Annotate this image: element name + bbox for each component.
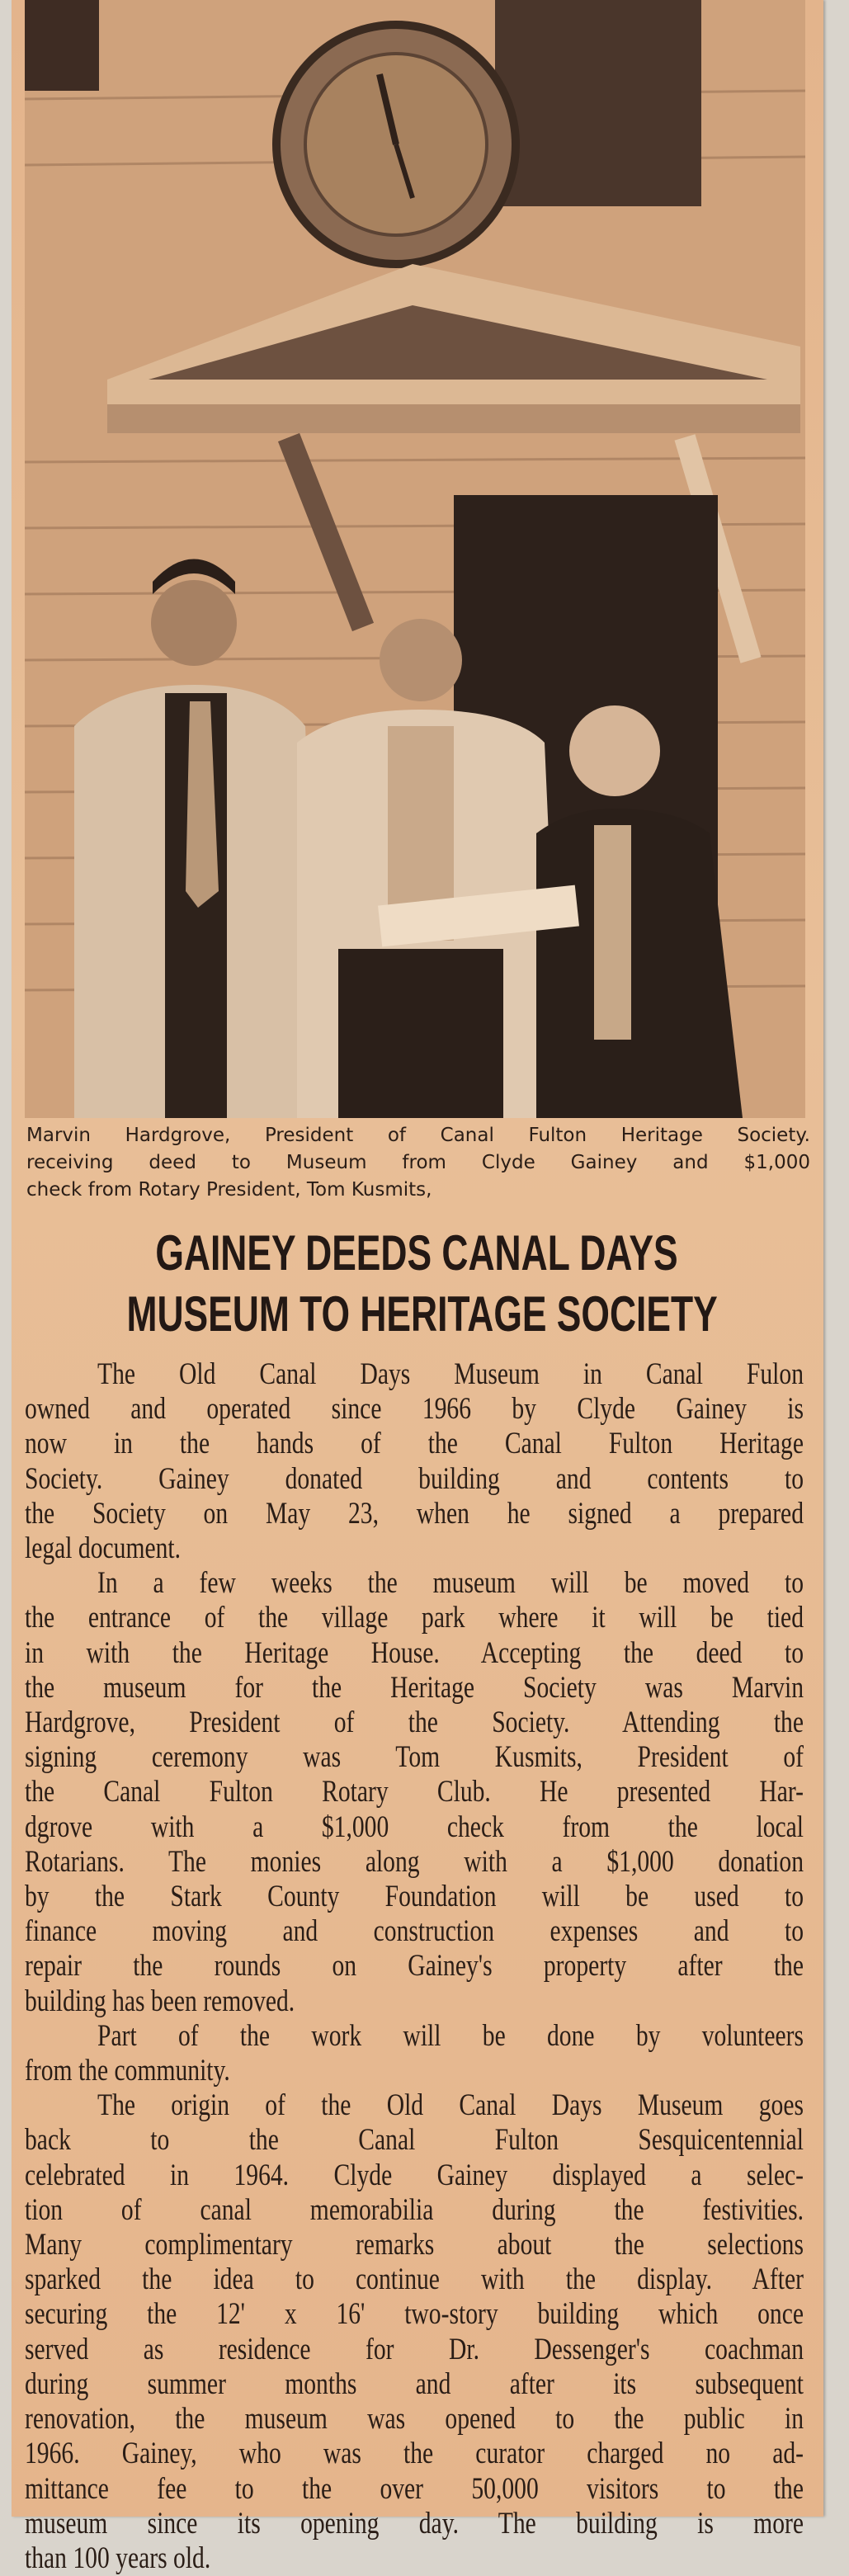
paragraph-4-line: Many complimentary remarks about the selections [25, 2228, 804, 2262]
photo-caption [26, 1122, 810, 1204]
paragraph-4-line: sparked the idea to continue with the display. After [25, 2262, 804, 2297]
paragraph-2-line: by the Stark County Foundation will be used to [25, 1880, 804, 1914]
paragraph-2-line: In a few weeks the museum will be moved to [97, 1566, 804, 1601]
paragraph-4-line: renovation, the museum was opened to the public in [25, 2402, 804, 2437]
paragraph-3-line: Part of the work will be done by volunteers [97, 2018, 804, 2053]
paragraph-2-line: signing ceremony was Tom Kusmits, President of [25, 1740, 804, 1775]
paragraph-2-line: the entrance of the village park where it will be tied [25, 1601, 804, 1635]
paragraph-2-line: the Canal Fulton Rotary Club. He presented Har- [25, 1775, 804, 1809]
article-body [25, 1357, 804, 2576]
article-photo [25, 0, 805, 1118]
paragraph-4-line: back to the Canal Fulton Sesquicentennial [25, 2123, 804, 2158]
paragraph-1-line: legal document. [25, 1531, 182, 1566]
paragraph-2-line: Hardgrove, President of the Society. Attending the [25, 1706, 804, 1740]
paragraph-4-line: mittance fee to the over 50,000 visitors to the [25, 2471, 804, 2506]
paragraph-1-line: the Society on May 23, when he signed a prepared [25, 1496, 804, 1531]
paragraph-2-line: the museum for the Heritage Society was Marvin [25, 1670, 804, 1705]
paragraph-4-line: securing the 12' x 16' two-story building which once [25, 2297, 804, 2332]
paragraph-4-line: tion of canal memorabilia during the festivities. [25, 2192, 804, 2227]
caption-line: Marvin Hardgrove, President of Canal Fulton Heritage Society. [26, 1125, 810, 1146]
paragraph-4-line: The origin of the Old Canal Days Museum goes [97, 2088, 804, 2123]
paragraph-4-line: during summer months and after its subsequent [25, 2366, 804, 2401]
paragraph-3-line: from the community. [25, 2054, 230, 2088]
paragraph-2-line: repair the rounds on Gainey's property after the [25, 1949, 804, 1984]
paragraph-2-line: building has been removed. [25, 1984, 295, 2018]
article-headline [25, 1223, 809, 1345]
window [495, 0, 701, 206]
paragraph-1-line: Society. Gainey donated building and contents to [25, 1461, 804, 1496]
caption-line: receiving deed to Museum from Clyde Gainey and $1,000 [26, 1152, 810, 1173]
paragraph-4-line: than 100 years old. [25, 2541, 211, 2575]
paragraph-2-line: dgrove with a $1,000 check from the local [25, 1809, 804, 1844]
dark-corner [25, 0, 99, 91]
caption-line: check from Rotary President, Tom Kusmits, [26, 1179, 432, 1201]
paragraph-4-line: served as residence for Dr. Dessenger's coachman [25, 2332, 804, 2366]
paragraph-4-line: celebrated in 1964. Clyde Gainey displayed a selec- [25, 2158, 804, 2192]
headline-line: GAINEY DEEDS CANAL DAYS [155, 1225, 678, 1281]
paragraph-1-line: now in the hands of the Canal Fulton Heritage [25, 1427, 804, 1461]
paragraph-4-line: 1966. Gainey, who was the curator charged no ad- [25, 2437, 804, 2471]
paragraph-2-line: in with the Heritage House. Accepting the deed to [25, 1635, 804, 1670]
paragraph-4-line: museum since its opening day. The building is more [25, 2506, 804, 2541]
headline-line: MUSEUM TO HERITAGE SOCIETY [126, 1286, 718, 1342]
paragraph-2-line: Rotarians. The monies along with a $1,000 donation [25, 1844, 804, 1879]
paragraph-1-line: The Old Canal Days Museum in Canal Fulon [97, 1357, 804, 1391]
paragraph-2-line: finance moving and construction expenses and to [25, 1914, 804, 1949]
clock-sign [276, 25, 516, 264]
paragraph-1-line: owned and operated since 1966 by Clyde Gainey is [25, 1392, 804, 1427]
